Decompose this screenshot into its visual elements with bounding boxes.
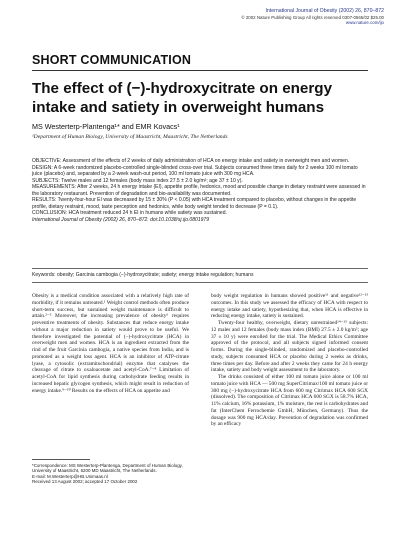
footnote-correspondence: *Correspondence: MS Westerterp-Plantenga, Department of Human Biology, University of Maastricht, 6200 MD Maastricht, The Netherlands. (32, 463, 183, 474)
journal-copyright: © 2002 Nature Publishing Group All rights reserved 0307-0565/02 $25.00 (241, 14, 384, 20)
abstract-objective: OBJECTIVE: Assessment of the effects of 2 weeks of daily administration of HCA on energy intake and satiety in overweight men and women. (32, 158, 350, 164)
keywords-bottom-divider (32, 282, 368, 283)
abstract-conclusion: CONCLUSION: HCA treatment reduced 24 h EI in humans while satiety was sustained. (32, 210, 227, 217)
article-title: The effect of (−)-hydroxycitrate on energy intake and satiety in overweight humans (32, 80, 333, 116)
footnote-email[interactable]: E-mail: M.Westerterp@HB.Unimaas.nl (32, 473, 108, 479)
body-paragraph: body weight regulation in humans showed positive¹¹ and negative¹²⁻¹³ outcomes. In this study we assessed the efficacy of HCA with respect to energy intake and satiety, hypothesizing that, when HCA is effective in reducing energy intake, satiety is sustained. (211, 293, 368, 320)
abstract-subjects: SUBJECTS: Twelve males and 12 females (body mass index 27.5 ± 2.0 kg/m²; age 37 ± 10 y). (32, 177, 243, 184)
journal-url[interactable]: www.nature.com/ijo (345, 20, 384, 25)
body-paragraph: Twenty-four healthy, overweight, dietary unrestrained¹⁴⁻¹⁵ subjects: 12 males and 12 females (body mass index (BMI) 27.5 ± 2.0 kg/m²; age 37 ± 10 y) were enrolled for the trial. The Medical Ethics Committee approved of the protocol, and all subjects signed informed consent forms. During the single-blinded, randomized and placebo-controlled study, subjects consumed HCA or placebo during 2 weeks as drinks, three times per day. Before and after 2 weeks they came for 24 h energy intake, satiety and body weight assessment to the laboratory. (211, 320, 368, 374)
body-column-left (32, 293, 189, 394)
abstract-measurements: MEASUREMENTS: After 2 weeks, 24 h energy intake (EI), appetite profile, hedonics, mood and possible change in dietary restraint were assessed in the laboratory restaurant. Prevention of degradation and bio-availability was documented. (32, 184, 366, 197)
section-label: SHORT COMMUNICATION (32, 53, 192, 67)
body-paragraph: The drinks consisted of either 100 ml tomato juice alone or 100 ml tomato juice with HCA — 500 mg SuperCitrimax/100 ml tomato juice or 300 mg (−)-hydroxycitrate HCA from 600 mg Citrimax HCA 600 SGX (dissolved). The composition of Citrimax HCA 600 SGX is 58.7% HCA, 11% calcium, 16% potassium, 1% moisture, the rest is carbohydrates and fat (InterChem Ferrochemie GmbH, München, Germany). Thus the dosage was 900 mg HCA/day. Prevention of degradation was confirmed by an efficacy (211, 374, 368, 428)
abstract-results: RESULTS: Twenty-four-hour EI was decreased by 15 ± 30% (P < 0.05) with HCA treatment compared to placebo, without changes in the appetite profile, dietary restraint, mood, taste perception and hedonics, while body weight tended to decrease (P = 0.1). (32, 197, 357, 210)
footnote-divider (32, 459, 90, 460)
body-paragraph: Obesity is a medical condition associated with a relatively high rate of morbidity, if it remains untreated.¹ Weight control methods often produce short-term success, but sustained weight maintenance is difficult to attain.²⁻⁵ Moreover, the increasing prevalence of obesity⁶ requires preventive treatments of obesity. Substances that reduce energy intake without a major reduction in satiety would prove to be useful. We therefore investigated the potential of (−)-hydroxycitrate (HCA) in overweight men and women. HCA is an ingredient extracted from the rind of the fruit Garcinia cambogia, a native species from India, and is promoted as a weight loss agent. HCA is an inhibitor of ATP-citrate lyase, a cytosolic (extramitochondrial) enzyme that catalyses the cleavage of citrate to oxaloacetate and acetyl-CoA.⁷⁻⁸ Limitation of acetyl-CoA for lipid synthesis during carbohydrate feeding results in increased hepatic glycogen synthesis, which might result in reduction of energy intake.⁹⁻¹⁰ Results on the effects of HCA on appetite and (32, 293, 189, 394)
author-affiliation: ¹Department of Human Biology, University of Maastricht, Maastricht, The Netherlands (32, 134, 228, 140)
section-divider (32, 70, 368, 71)
journal-citation: International Journal of Obesity (2002) 26, 870–872 (265, 8, 384, 14)
abstract (32, 158, 368, 223)
abstract-citation: International Journal of Obesity (2002) 26, 870–872. doi:10.1038/sj.ijo.0801979 (32, 216, 210, 223)
journal-header (241, 8, 384, 26)
keywords: Keywords: obesity; Garcinia cambogia (−)-hydroxycitrate; satiety; energy intake regulation; humans (32, 272, 254, 278)
abstract-design: DESIGN: A 6-week randomized placebo-controlled single-blinded cross-over trial. Subjects consumed three times daily for 2 weeks 100 ml tomato juice (placebo) and, separated by a 2-week wash-out period, 100 ml tomato juice with 300 mg HCA. (32, 164, 358, 178)
footnote-dates: Received 13 August 2002; accepted 17 October 2002 (32, 479, 138, 485)
body-column-right (211, 293, 368, 428)
correspondence-footnote (32, 463, 189, 485)
keywords-top-divider (32, 268, 368, 269)
author-list: MS Westerterp-Plantenga¹* and EMR Kovacs¹ (32, 122, 180, 131)
